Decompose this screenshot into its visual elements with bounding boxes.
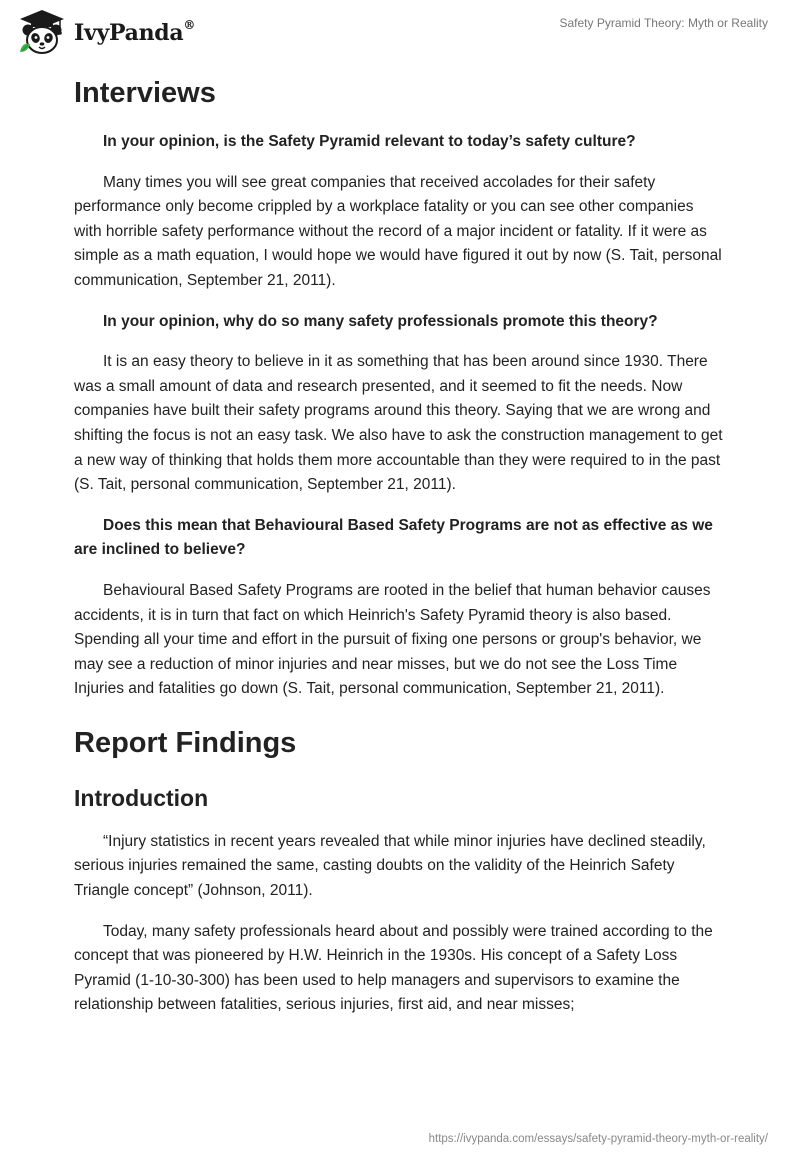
ivypanda-logo[interactable] — [16, 8, 195, 58]
source-url[interactable]: https://ivypanda.com/essays/safety-pyramid-theory-myth-or-reality/ — [428, 1133, 768, 1145]
interviews-heading: Interviews — [74, 77, 216, 109]
introduction-heading: Introduction — [74, 784, 209, 811]
panda-graduate-icon — [16, 8, 68, 58]
interview-answer-1: Many times you will see great companies that received accolades for their safety performance only become crippled by a workplace fatality or you can see other companies with horrible safety performance without the record of a major incident or fatality. If it were as simple as a math equation, I would hope we would have figured it out by now (S. Tait, personal communication, September 21, 2011). — [74, 173, 722, 289]
interview-answer-3: Behavioural Based Safety Programs are rooted in the belief that human behavior causes accidents, it is in turn that fact on which Heinrich's Safety Pyramid theory is also based. Spending all your time and effort in the pursuit of fixing one persons or group's behavior, we may see a reduction of minor injuries and near misses, but we do not see the Loss Time Injuries and fatalities go down (S. Tait, personal communication, September 21, 2011). — [74, 581, 711, 698]
document-title: Safety Pyramid Theory: Myth or Reality — [559, 16, 768, 30]
brand-name: IvyPanda® — [74, 17, 196, 46]
article-body — [74, 70, 724, 1018]
interview-question-1: In your opinion, is the Safety Pyramid relevant to today’s safety culture? — [103, 133, 636, 150]
interview-question-3: Does this mean that Behavioural Based Safety Programs are not as effective as we are inclined to believe? — [74, 516, 713, 559]
page-header — [0, 0, 800, 60]
interview-answer-2: It is an easy theory to believe in it as something that has been around since 1930. There was a small amount of data and research presented, and it seemed to fit the needs. Now companies have built their safety programs around this theory. Saying that we are wrong and shifting the focus is not an easy task. We also have to ask the construction management to get a new way of thinking that holds them more accountable than they were required to in the past (S. Tait, personal communication, September 21, 2011). — [74, 353, 723, 494]
report-findings-heading: Report Findings — [74, 726, 297, 759]
introduction-paragraph-2: Today, many safety professionals heard about and possibly were trained according to the concept that was pioneered by H.W. Heinrich in the 1930s. His concept of a Safety Loss Pyramid (1-10-30-300) has been used to help managers and supervisors to examine the relationship between fatalities, serious injuries, first aid, and near misses; — [74, 922, 713, 1014]
introduction-paragraph-1: “Injury statistics in recent years revealed that while minor injuries have declined steadily, serious injuries remained the same, casting doubts on the validity of the Heinrich Safety Triangle concept” (Johnson, 2011). — [74, 832, 706, 900]
interview-question-2: In your opinion, why do so many safety professionals promote this theory? — [103, 312, 658, 330]
